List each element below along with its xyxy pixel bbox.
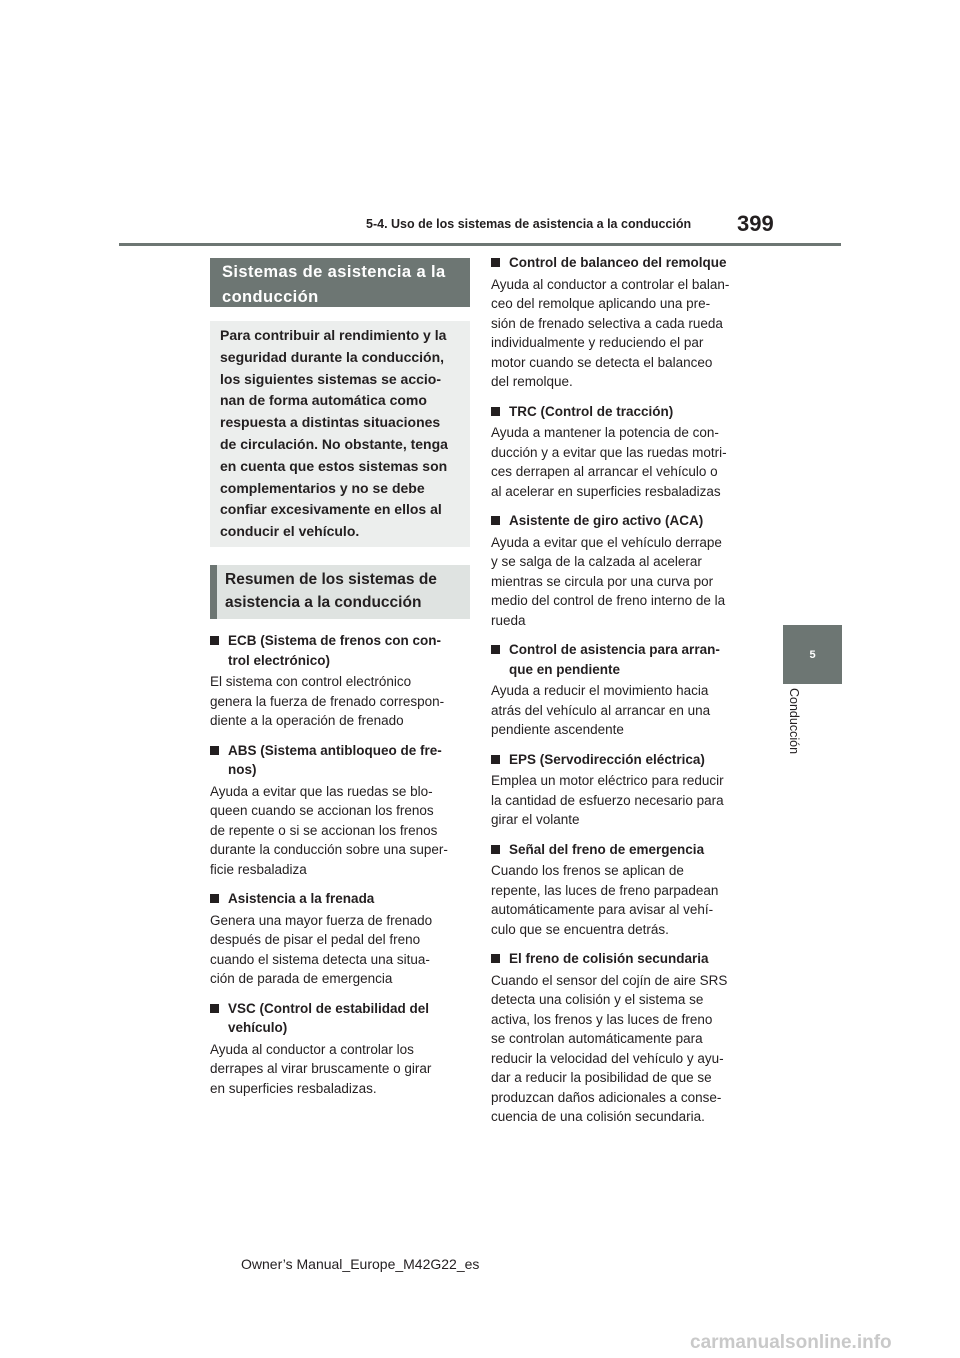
feature-item [210, 889, 470, 989]
feature-description-line: sión de frenado selectiva a cada rueda [491, 315, 723, 331]
feature-title-line: Control de balanceo del remolque [509, 255, 727, 270]
feature-item [491, 253, 751, 392]
feature-description [491, 681, 751, 740]
feature-description [491, 771, 751, 830]
feature-description-line: individualmente y reduciendo el par [491, 335, 704, 350]
feature-title [210, 889, 470, 909]
feature-description-line: del remolque. [491, 374, 573, 389]
feature-title-line: Señal del freno de emergencia [509, 841, 705, 857]
feature-item [210, 999, 470, 1099]
feature-description-line: reducir la velocidad del vehículo y ayu- [491, 1050, 724, 1066]
intro-line: en cuenta que estos sistemas son [220, 457, 448, 474]
feature-description-line: rueda [491, 612, 526, 628]
feature-title [210, 999, 470, 1038]
feature-description-line: ficie resbaladiza [210, 861, 307, 877]
intro-line: Para contribuir al rendimiento y la [220, 327, 447, 343]
feature-description-line: Genera una mayor fuerza de frenado [210, 912, 433, 928]
feature-description-line: derrapes al virar bruscamente o girar [210, 1061, 432, 1076]
page-number: 399 [737, 211, 774, 236]
feature-description [491, 423, 751, 501]
intro-line: de circulación. No obstante, tenga [220, 435, 448, 452]
feature-title [491, 840, 751, 860]
intro-line: nan de forma automática como [220, 392, 427, 409]
left-column [210, 258, 470, 1098]
feature-description-line: queen cuando se accionan los frenos [210, 803, 434, 818]
intro-line: seguridad durante la conducción, [220, 348, 445, 365]
feature-title-line: EPS (Servodirección eléctrica) [509, 751, 705, 767]
feature-title [491, 949, 751, 969]
feature-description-line: mientras se circula por una curva por [491, 573, 714, 589]
feature-description-line: Emplea un motor eléctrico para reducir [491, 773, 724, 788]
feature-description [210, 782, 470, 880]
feature-description [491, 971, 751, 1127]
feature-description-line: detecta una colisión y el sistema se [491, 992, 704, 1007]
square-bullet-icon [491, 516, 500, 525]
intro-box [210, 321, 470, 547]
square-bullet-icon [491, 845, 500, 854]
feature-description-line: diente a la operación de frenado [210, 713, 404, 728]
feature-title [210, 741, 470, 780]
feature-description-line: Ayuda al conductor a controlar el balan- [491, 276, 730, 292]
feature-title-line: nos) [228, 762, 257, 777]
intro-line: conducir el vehículo. [220, 523, 360, 540]
feature-title-line: Asistente de giro activo (ACA) [509, 513, 704, 528]
square-bullet-icon [491, 407, 500, 416]
intro-line: los siguientes sistemas se accio- [220, 370, 441, 387]
feature-title-line: El freno de colisión secundaria [509, 951, 709, 966]
feature-description [491, 275, 751, 392]
feature-item [491, 750, 751, 830]
square-bullet-icon [210, 746, 219, 755]
feature-title-line: ABS (Sistema antibloqueo de fre- [228, 742, 442, 758]
feature-title-line: Control de asistencia para arran- [509, 642, 720, 657]
feature-description-line: medio del control de freno interno de la [491, 593, 726, 608]
chapter-number: 5 [809, 648, 816, 661]
feature-title-line: TRC (Control de tracción) [509, 403, 674, 419]
feature-description-line: después de pisar el pedal del freno [210, 932, 421, 947]
left-items [210, 631, 470, 1098]
square-bullet-icon [210, 894, 219, 903]
feature-description-line: y se salga de la calzada al acelerar [491, 554, 702, 569]
feature-description [491, 533, 751, 631]
section-header-title: 5-4. Uso de los sistemas de asistencia a la conducción [366, 217, 692, 231]
chapter-label: Conducción [787, 688, 801, 755]
feature-description-line: dar a reducir la posibilidad de que se [491, 1070, 712, 1085]
feature-item [491, 949, 751, 1127]
feature-description-line: Ayuda al conductor a controlar los [210, 1041, 414, 1057]
feature-title-line: vehículo) [228, 1020, 288, 1035]
feature-title [210, 631, 470, 670]
feature-description-line: activa, los frenos y las luces de freno [491, 1011, 713, 1027]
feature-description-line: de repente o si se accionan los frenos [210, 822, 438, 838]
feature-description-line: El sistema con control electrónico [210, 674, 412, 689]
feature-description-line: Cuando los frenos se aplican de [491, 863, 684, 878]
square-bullet-icon [210, 1004, 219, 1013]
feature-item [210, 631, 470, 731]
feature-description-line: la cantidad de esfuerzo necesario para [491, 792, 724, 808]
svg-text:carmanualsonline.info: carmanualsonline.info [690, 1332, 892, 1353]
intro-line: complementarios y no se debe [220, 479, 425, 496]
square-bullet-icon [491, 954, 500, 963]
feature-description-line: cuando el sistema detecta una situa- [210, 951, 430, 967]
feature-description-line: Ayuda a evitar que el vehículo derrape [491, 534, 722, 550]
feature-description-line: ces derrapen al arrancar el vehículo o [491, 464, 718, 479]
feature-description-line: Ayuda a mantener la potencia de con- [491, 425, 719, 440]
feature-title-line: que en pendiente [509, 661, 621, 677]
heading-line: Resumen de los sistemas de [225, 571, 437, 588]
feature-description-line: Ayuda a reducir el movimiento hacia [491, 683, 709, 698]
heading-line: asistencia a la conducción [225, 594, 422, 611]
feature-description-line: se controlan automáticamente para [491, 1031, 703, 1046]
feature-description-line: automáticamente para avisar al vehí- [491, 902, 714, 917]
feature-item [491, 640, 751, 740]
feature-description-line: repente, las luces de freno parpadean [491, 882, 719, 898]
feature-description-line: Ayuda a evitar que las ruedas se blo- [210, 783, 433, 799]
feature-description [210, 1040, 470, 1099]
feature-description-line: genera la fuerza de frenado correspon- [210, 693, 445, 709]
feature-title [491, 750, 751, 770]
section-heading-assistance-systems [210, 258, 470, 307]
intro-line: respuesta a distintas situaciones [220, 414, 441, 431]
square-bullet-icon [491, 755, 500, 764]
feature-description-line: atrás del vehículo al arrancar en una [491, 702, 711, 718]
feature-title-line: trol electrónico) [228, 652, 331, 668]
feature-item [491, 511, 751, 630]
feature-description-line: ducción y a evitar que las ruedas motri- [491, 444, 727, 460]
feature-description-line: culo que se encuentra detrás. [491, 921, 669, 937]
square-bullet-icon [491, 258, 500, 267]
heading-line: conducción [222, 288, 319, 306]
chapter-tab[interactable] [783, 625, 842, 684]
feature-description [491, 861, 751, 939]
feature-description-line: en superficies resbaladizas. [210, 1080, 377, 1096]
feature-item [491, 402, 751, 502]
heading-line: Sistemas de asistencia a la [222, 263, 446, 281]
feature-description-line: ción de parada de emergencia [210, 971, 393, 986]
square-bullet-icon [210, 636, 219, 645]
watermark-logo [690, 1331, 952, 1353]
feature-title [491, 640, 751, 679]
feature-description [210, 672, 470, 731]
right-column [491, 253, 751, 1127]
feature-item [210, 741, 470, 880]
square-bullet-icon [491, 645, 500, 654]
feature-description-line: produzcan daños adicionales a conse- [491, 1089, 722, 1105]
feature-description-line: ceo del remolque aplicando una pre- [491, 296, 711, 311]
feature-title [491, 253, 751, 273]
intro-line: confiar excesivamente en ellos al [220, 501, 442, 518]
feature-description-line: motor cuando se detecta el balanceo [491, 354, 713, 370]
feature-title [491, 402, 751, 422]
feature-description [210, 911, 470, 989]
feature-item [491, 840, 751, 940]
footer-manual-id: Owner’s Manual_Europe_M42G22_es [241, 1256, 480, 1272]
feature-description-line: al acelerar en superficies resbaladizas [491, 483, 721, 499]
feature-title-line: Asistencia a la frenada [228, 891, 375, 906]
right-items [491, 253, 751, 1127]
feature-description-line: cuencia de una colisión secundaria. [491, 1109, 705, 1124]
feature-title [491, 511, 751, 531]
feature-description-line: Cuando el sensor del cojín de aire SRS [491, 972, 728, 988]
feature-title-line: ECB (Sistema de frenos con con- [228, 633, 442, 648]
feature-description-line: pendiente ascendente [491, 722, 624, 737]
header-rule [119, 243, 841, 246]
feature-description-line: durante la conducción sobre una super- [210, 842, 448, 857]
feature-description-line: girar el volante [491, 812, 580, 827]
feature-title-line: VSC (Control de estabilidad del [228, 1000, 430, 1016]
section-heading-summary [210, 565, 470, 619]
